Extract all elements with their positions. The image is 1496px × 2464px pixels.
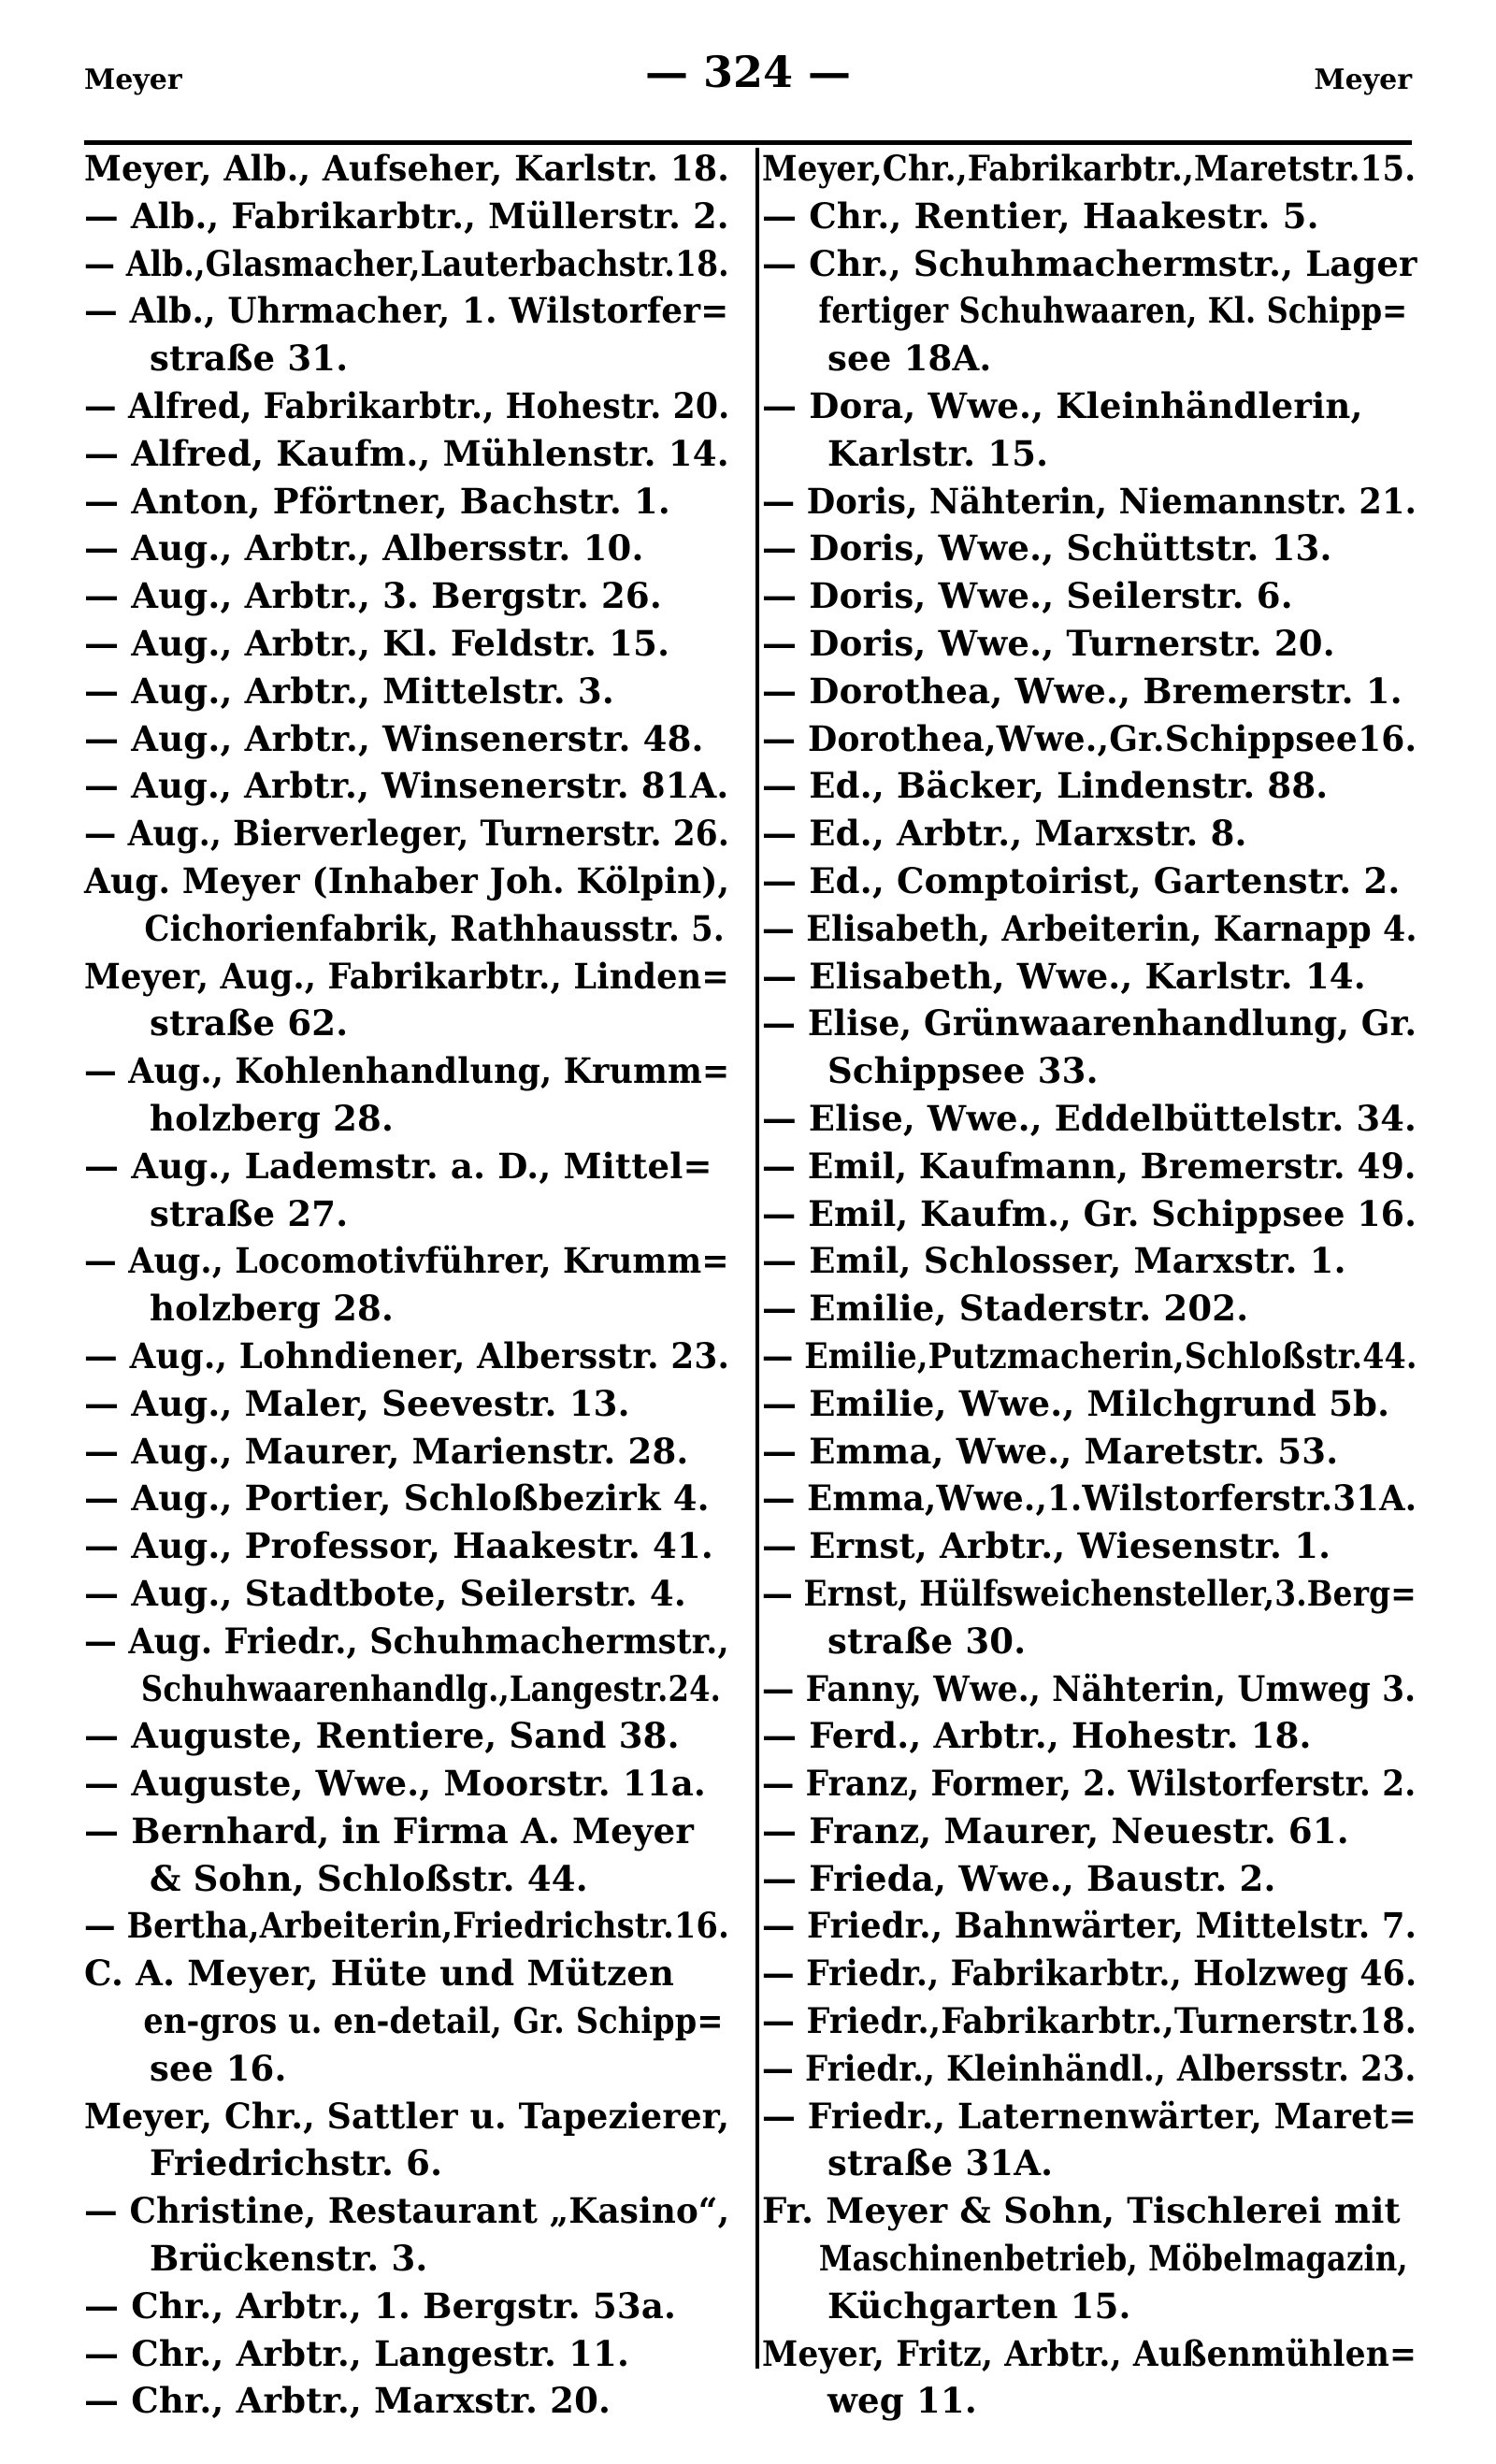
directory-line: — Aug., Kohlenhandlung, Krumm= <box>84 1050 730 1092</box>
directory-line: — Doris, Wwe., Schüttstr. 13. <box>762 527 1332 569</box>
directory-line: — Alfred, Kaufm., Mühlenstr. 14. <box>84 432 729 474</box>
directory-line: — Aug., Portier, Schloßbezirk 4. <box>84 1477 710 1520</box>
directory-line: — Elise, Grünwaarenhandlung, Gr. <box>762 1002 1417 1045</box>
directory-line: — Doris, Wwe., Turnerstr. 20. <box>762 622 1335 664</box>
directory-line: Meyer, Alb., Aufseher, Karlstr. 18. <box>84 148 729 189</box>
directory-line: — Aug., Professor, Haakestr. 41. <box>84 1525 713 1567</box>
directory-line: — Emma,Wwe.,1.Wilstorferstr.31A. <box>762 1477 1417 1520</box>
directory-line: & Sohn, Schloßstr. 44. <box>150 1857 588 1899</box>
page-header <box>84 47 1412 103</box>
directory-line: — Auguste, Wwe., Moorstr. 11a. <box>84 1763 707 1805</box>
header-right-keyword: Meyer <box>1314 64 1412 96</box>
left-column <box>84 145 729 2425</box>
directory-line: Brückenstr. 3. <box>150 2238 428 2280</box>
directory-line: — Aug., Maler, Seevestr. 13. <box>84 1382 630 1424</box>
directory-line: Schippsee 33. <box>827 1050 1099 1092</box>
directory-line: — Anton, Pförtner, Bachstr. 1. <box>84 480 671 522</box>
directory-line: Schuhwaarenhandlg.,Langestr.24. <box>140 1667 722 1709</box>
directory-line: — Ernst, Arbtr., Wiesenstr. 1. <box>762 1525 1331 1567</box>
directory-line: weg 11. <box>827 2380 977 2422</box>
directory-line: Aug. Meyer (Inhaber Joh. Kölpin), <box>84 859 730 901</box>
directory-line: holzberg 28. <box>150 1288 395 1330</box>
header-left-keyword: Meyer <box>84 64 182 96</box>
directory-line: — Christine, Restaurant „Kasino“, <box>84 2190 730 2232</box>
directory-line: — Auguste, Rentiere, Sand 38. <box>84 1715 680 1757</box>
directory-line: fertiger Schuhwaaren, Kl. Schipp= <box>818 290 1408 332</box>
directory-line: — Aug., Stadtbote, Seilerstr. 4. <box>84 1572 686 1614</box>
directory-line: — Elise, Wwe., Eddelbüttelstr. 34. <box>762 1097 1417 1139</box>
directory-line: — Dorothea,Wwe.,Gr.Schippsee16. <box>762 717 1417 759</box>
right-column <box>762 145 1417 2425</box>
directory-line: — Doris, Nähterin, Niemannstr. 21. <box>762 480 1417 522</box>
directory-line: — Alb., Fabrikarbtr., Müllerstr. 2. <box>84 195 729 237</box>
directory-line: — Alb., Uhrmacher, 1. Wilstorfer= <box>84 290 729 332</box>
directory-line: — Emilie, Staderstr. 202. <box>762 1288 1249 1330</box>
directory-line: — Doris, Wwe., Seilerstr. 6. <box>762 575 1293 617</box>
directory-line: — Aug., Arbtr., Winsenerstr. 48. <box>84 717 704 759</box>
directory-line: — Friedr.,Fabrikarbtr.,Turnerstr.18. <box>762 2000 1417 2042</box>
directory-line: — Alfred, Fabrikarbtr., Hohestr. 20. <box>84 384 730 426</box>
directory-line: — Elisabeth, Arbeiterin, Karnapp 4. <box>762 907 1417 949</box>
directory-line: — Ferd., Arbtr., Hohestr. 18. <box>762 1715 1312 1757</box>
directory-line: — Fanny, Wwe., Nähterin, Umweg 3. <box>762 1667 1417 1709</box>
directory-line: Friedrichstr. 6. <box>150 2142 443 2184</box>
directory-line: Karlstr. 15. <box>827 432 1049 474</box>
directory-line: — Emma, Wwe., Maretstr. 53. <box>762 1430 1339 1472</box>
directory-line: en-gros u. en-detail, Gr. Schipp= <box>143 2000 724 2042</box>
directory-line: — Emilie,Putzmacherin,Schloßstr.44. <box>762 1334 1417 1376</box>
directory-line: — Aug., Arbtr., 3. Bergstr. 26. <box>84 575 662 617</box>
directory-line: Cichorienfabrik, Rathhausstr. 5. <box>144 907 725 949</box>
directory-line: Küchgarten 15. <box>827 2284 1131 2327</box>
directory-line: Meyer, Chr., Sattler u. Tapezierer, <box>84 2095 730 2137</box>
page-number: — 324 — <box>644 47 852 97</box>
directory-line: — Alb.,Glasmacher,Lauterbachstr.18. <box>84 242 729 284</box>
directory-line: — Frieda, Wwe., Baustr. 2. <box>762 1857 1276 1899</box>
directory-line: Meyer,Chr.,Fabrikarbtr.,Maretstr.15. <box>762 148 1417 189</box>
directory-line: — Emil, Kaufm., Gr. Schippsee 16. <box>762 1192 1417 1234</box>
directory-line: — Franz, Maurer, Neuestr. 61. <box>762 1809 1349 1852</box>
directory-line: — Chr., Rentier, Haakestr. 5. <box>762 195 1319 237</box>
directory-line: — Friedr., Bahnwärter, Mittelstr. 7. <box>762 1905 1417 1947</box>
directory-line: — Bertha,Arbeiterin,Friedrichstr.16. <box>84 1905 729 1947</box>
directory-line: see 16. <box>150 2047 287 2089</box>
directory-line: Fr. Meyer & Sohn, Tischlerei mit <box>762 2190 1401 2232</box>
directory-line: — Aug., Arbtr., Albersstr. 10. <box>84 527 644 569</box>
directory-line: straße 27. <box>150 1192 349 1234</box>
directory-line: — Ernst, Hülfsweichensteller,3.Berg= <box>762 1572 1417 1614</box>
directory-line: — Emilie, Wwe., Milchgrund 5b. <box>762 1382 1390 1424</box>
directory-line: holzberg 28. <box>150 1097 395 1139</box>
directory-line: Meyer, Aug., Fabrikarbtr., Linden= <box>84 955 729 997</box>
directory-line: — Friedr., Fabrikarbtr., Holzweg 46. <box>762 1952 1417 1995</box>
directory-line: — Friedr., Kleinhändl., Albersstr. 23. <box>762 2047 1417 2089</box>
directory-line: — Chr., Schuhmachermstr., Lager <box>762 242 1417 284</box>
directory-line: straße 31A. <box>827 2142 1054 2184</box>
directory-line: — Aug., Lademstr. a. D., Mittel= <box>84 1145 712 1187</box>
directory-line: — Aug., Maurer, Marienstr. 28. <box>84 1430 689 1472</box>
directory-line: — Ed., Comptoirist, Gartenstr. 2. <box>762 859 1401 901</box>
directory-line: — Aug., Arbtr., Mittelstr. 3. <box>84 670 614 712</box>
directory-line: — Emil, Schlosser, Marxstr. 1. <box>762 1240 1346 1282</box>
directory-line: C. A. Meyer, Hüte und Mützen <box>84 1952 675 1995</box>
directory-line: — Elisabeth, Wwe., Karlstr. 14. <box>762 955 1366 997</box>
directory-line: — Dorothea, Wwe., Bremerstr. 1. <box>762 670 1402 712</box>
column-divider <box>755 148 759 2369</box>
directory-line: — Aug., Arbtr., Winsenerstr. 81A. <box>84 765 729 807</box>
directory-line: Meyer, Fritz, Arbtr., Außenmühlen= <box>762 2332 1417 2374</box>
directory-line: see 18A. <box>827 338 992 380</box>
directory-line: — Aug., Arbtr., Kl. Feldstr. 15. <box>84 622 670 664</box>
directory-line: — Chr., Arbtr., Langestr. 11. <box>84 2332 630 2374</box>
directory-line: — Franz, Former, 2. Wilstorferstr. 2. <box>762 1763 1417 1805</box>
directory-line: straße 62. <box>150 1002 349 1045</box>
directory-line: Maschinenbetrieb, Möbelmagazin, <box>818 2238 1408 2280</box>
directory-line: straße 30. <box>827 1620 1027 1662</box>
directory-line: — Aug. Friedr., Schuhmachermstr., <box>84 1620 729 1662</box>
directory-line: — Chr., Arbtr., Marxstr. 20. <box>84 2380 611 2422</box>
directory-line: — Aug., Bierverleger, Turnerstr. 26. <box>84 813 729 855</box>
directory-line: — Ed., Bäcker, Lindenstr. 88. <box>762 765 1329 807</box>
directory-line: — Ed., Arbtr., Marxstr. 8. <box>762 813 1247 855</box>
directory-line: straße 31. <box>150 338 349 380</box>
directory-line: — Dora, Wwe., Kleinhändlerin, <box>762 384 1363 426</box>
directory-line: — Aug., Lohndiener, Albersstr. 23. <box>84 1334 730 1376</box>
directory-line: — Friedr., Laternenwärter, Maret= <box>762 2095 1417 2137</box>
directory-line: — Aug., Locomotivführer, Krumm= <box>84 1240 729 1282</box>
directory-line: — Chr., Arbtr., 1. Bergstr. 53a. <box>84 2284 677 2327</box>
directory-line: — Emil, Kaufmann, Bremerstr. 49. <box>762 1145 1417 1187</box>
directory-line: — Bernhard, in Firma A. Meyer <box>84 1809 695 1852</box>
